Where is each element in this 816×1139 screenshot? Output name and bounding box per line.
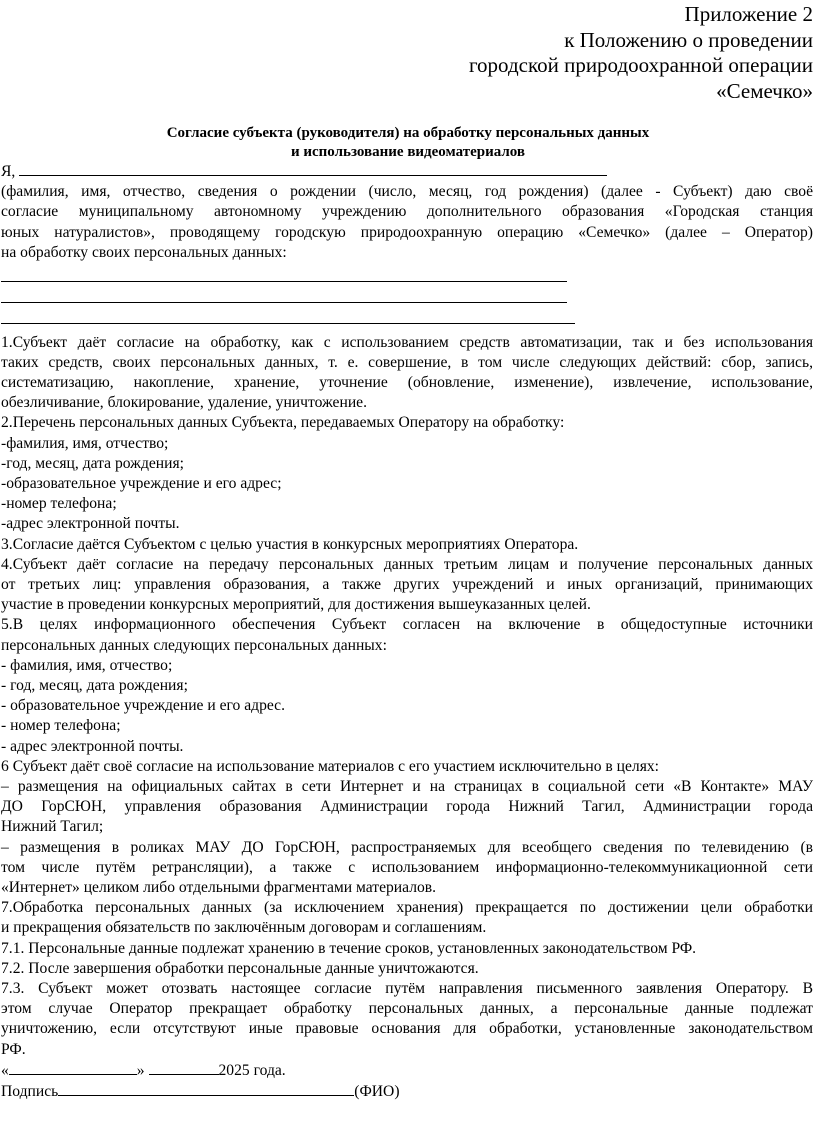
date-year-text: 2025 года.: [218, 1061, 286, 1079]
data-blank-line-1[interactable]: [1, 263, 567, 282]
sec4-line-1: 4.Субъект даёт согласие на передачу персональных данных третьим лицам и получение персональных данных: [1, 555, 813, 573]
sec6-line-1: 6 Субъект даёт своё согласие на использование материалов с его участием исключительно в целях:: [1, 757, 659, 775]
sec4-line-3: участие в проведении конкурсных мероприятий, для достижения вышеуказанных целей.: [1, 596, 591, 614]
sec1-line-3: систематизацию, накопление, хранение, уточнение (обновление, изменение), извлечение, использование,: [1, 373, 813, 391]
title-line-2: и использование видеоматериалов: [290, 144, 526, 160]
sec2-item: -образовательное учреждение и его адрес;: [1, 475, 282, 492]
sec6-line-2: – размещения на официальных сайтах в сети Интернет и на страницах в социальной сети «В Контакте» МАУ: [1, 778, 813, 796]
sec4-line-2: от третьих лиц: управления образования, а также других учреждений и иных организаций, принимающих: [1, 576, 813, 594]
intro-name-line: [1, 161, 813, 182]
date-close-quote: »: [136, 1061, 145, 1079]
month-blank-field[interactable]: [149, 1060, 219, 1075]
appendix-line-2: к Положению о проведении: [564, 27, 813, 52]
data-blank-line-2[interactable]: [1, 284, 567, 303]
sec5-line-1: 5.В целях информационного обеспечения Субъект согласен на включение в общедоступные источники: [1, 616, 813, 634]
sec2-heading: 2.Перечень персональных данных Субъекта, передаваемых Оператору на обработку:: [1, 414, 565, 432]
sec2-item: -номер телефона;: [1, 495, 117, 513]
document-title: [0, 124, 816, 162]
data-blank-line-3[interactable]: [1, 305, 575, 324]
sec5-item: - образовательное учреждение и его адрес.: [1, 697, 286, 715]
sec7-line-1: 7.Обработка персональных данных (за исключением хранения) прекращается по достижении цели обработки: [1, 899, 813, 917]
title-line-1: Согласие субъекта (руководителя) на обработку персональных данных: [166, 125, 650, 141]
sec7-2-line: 7.2. После завершения обработки персональные данные уничтожаются.: [1, 959, 479, 977]
sec6-line-5: – размещения в роликах МАУ ДО ГорСЮН, распространяемых для всеобщего сведения по телевидению (в: [1, 838, 813, 856]
intro-line-1: (фамилия, имя, отчество, сведения о рождении (число, месяц, год рождения) (далее - Субъект) даю своё: [1, 183, 813, 201]
appendix-line-1: Приложение 2: [684, 2, 813, 26]
day-blank-field[interactable]: [9, 1060, 137, 1075]
sec5-item: - год, месяц, дата рождения;: [1, 677, 188, 695]
sec1-line-2: таких средств, своих персональных данных, т. е. совершение, в том числе следующих действий: сбор, запись,: [1, 353, 813, 371]
signature-suffix: (ФИО): [354, 1083, 400, 1101]
sec1-line-4: обезличивание, блокирование, удаление, уничтожение.: [1, 394, 367, 412]
sec7-1-line: 7.1. Персональные данные подлежат хранению в течение сроков, установленных законодательством РФ.: [1, 939, 697, 957]
appendix-line-3: городской природоохранной операции: [468, 53, 813, 77]
sec6-line-3: ДО ГорСЮН, управления образования Администрации города Нижний Тагил, Администрации города: [1, 798, 813, 816]
sec7-3-line-2: этом случае Оператор прекращает обработку персональных данных, а персональные данные подлежат: [1, 1000, 813, 1018]
signature-label: Подпись: [1, 1083, 59, 1101]
sec6-line-7: «Интернет» целиком либо отдельными фрагментами материалов.: [1, 879, 437, 897]
intro-ya: Я,: [1, 163, 16, 180]
sec5-item: - фамилия, имя, отчество;: [1, 656, 173, 674]
sec7-line-2: и прекращения обязательств по заключённым договорам и соглашениям.: [1, 919, 487, 937]
appendix-header: [393, 2, 813, 104]
name-blank-field[interactable]: [19, 161, 607, 176]
sec6-line-4: Нижний Тагил;: [1, 818, 104, 836]
document-body: [1, 161, 813, 1102]
sec5-item: - адрес электронной почты.: [1, 737, 184, 755]
sec2-item: -год, месяц, дата рождения;: [1, 454, 184, 472]
sec2-item: -адрес электронной почты.: [1, 515, 180, 533]
sec6-line-6: том числе путём ретрансляции), а также с использованием информационно-телекоммуникационной сети: [1, 858, 813, 876]
sec7-3-line-3: уничтожению, если отсутствуют иные правовые основания для обработки, установленные законодательством: [1, 1020, 813, 1038]
sec3-line: 3.Согласие даётся Субъектом с целью участия в конкурсных мероприятиях Оператора.: [1, 535, 579, 553]
sec7-3-line-4: РФ.: [1, 1040, 26, 1058]
intro-line-3: юных натуралистов», проводящему городскую природоохранную операцию «Семечко» (далее – Оператор): [1, 223, 813, 241]
signature-blank-field[interactable]: [58, 1081, 354, 1096]
appendix-line-4: «Семечко»: [716, 78, 813, 103]
intro-line-4: на обработку своих персональных данных:: [1, 243, 287, 261]
sec2-item: -фамилия, имя, отчество;: [1, 434, 169, 452]
signature-line: [1, 1081, 813, 1102]
intro-line-2: согласие муниципальному автономному учреждению дополнительного образования «Городская станция: [1, 203, 813, 221]
sec1-line-1: 1.Субъект даёт согласие на обработку, как с использованием средств автоматизации, так и без использования: [1, 333, 813, 351]
sec7-3-line-1: 7.3. Субъект может отозвать настоящее согласие путём направления письменного заявления Оператору. В: [1, 980, 813, 998]
date-line: [1, 1060, 813, 1081]
sec5-item: - номер телефона;: [1, 717, 121, 735]
sec5-line-2: персональных данных следующих персональных данных:: [1, 636, 387, 654]
date-open-quote: «: [1, 1061, 9, 1079]
